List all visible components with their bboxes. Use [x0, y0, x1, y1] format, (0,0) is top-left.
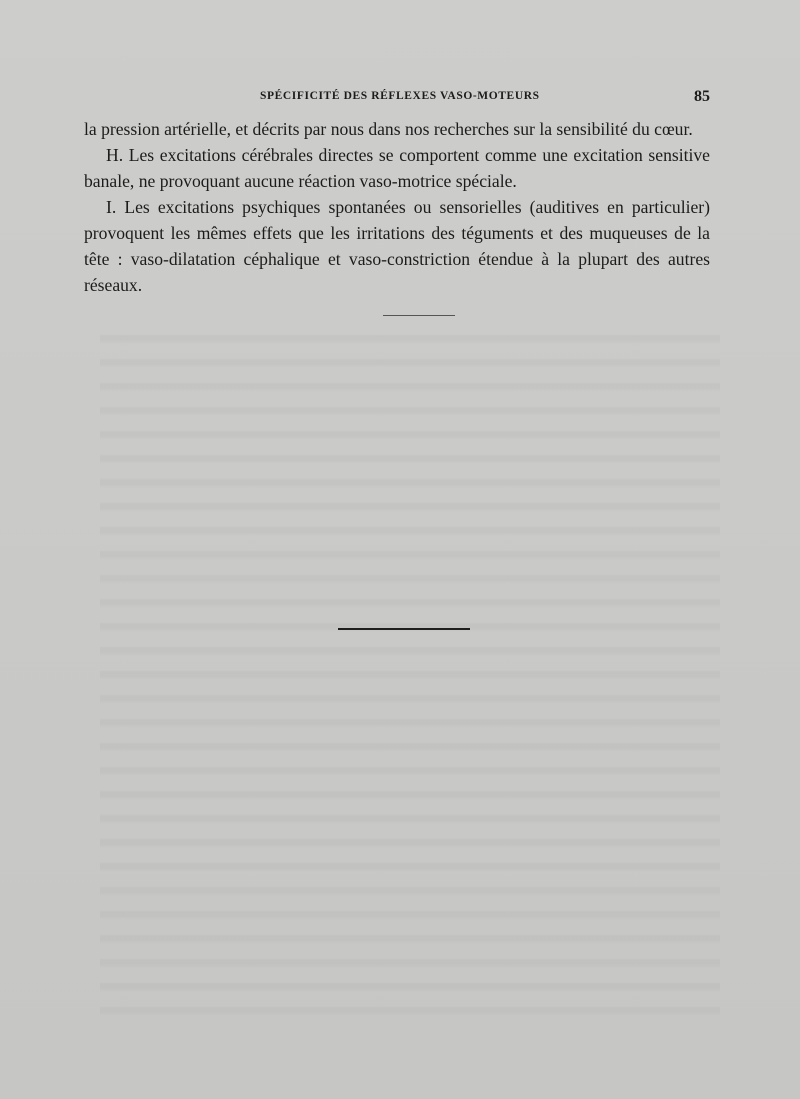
page-number: 85 — [694, 88, 710, 105]
section-end-rule — [383, 315, 455, 316]
body-text — [84, 116, 710, 298]
paragraph-h: H. Les excitations cérébrales directes se comportent comme une excitation sensitive banale, ne provoquant aucune réaction vaso-motrice spéciale. — [84, 145, 710, 191]
running-title: SPÉCIFICITÉ DES RÉFLEXES VASO-MOTEURS — [260, 90, 540, 102]
paragraph-i: I. Les excitations psychiques spontanées ou sensorielles (auditives en particulier) provoquent les mêmes effets que les irritations des téguments et des muqueuses de la tête : vaso-dilatation céphalique et vaso-constriction étendue à la plupart des autres réseaux. — [84, 197, 710, 295]
paragraph-continuation: la pression artérielle, et décrits par nous dans nos recherches sur la sensibilité du cœur. — [84, 119, 693, 139]
running-header — [84, 88, 710, 110]
show-through-background — [100, 320, 720, 1020]
separator-rule — [338, 628, 470, 630]
